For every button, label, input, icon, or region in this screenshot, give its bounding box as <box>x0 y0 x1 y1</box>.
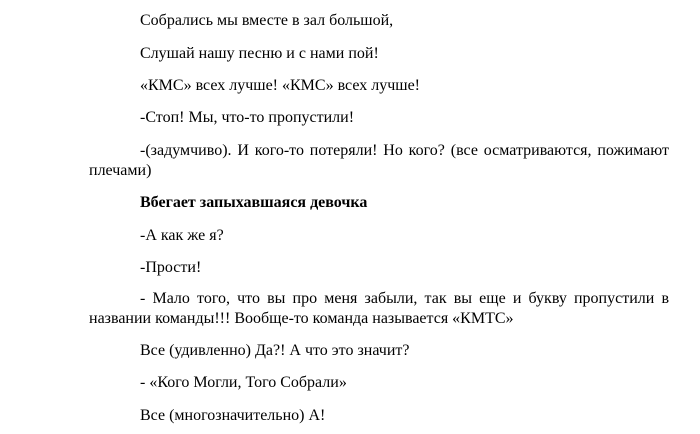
text-line: -Стоп! Мы, что-то пропустили! <box>140 109 355 126</box>
text-line: -Прости! <box>140 259 202 276</box>
text-line: Слушай нашу песню и с нами пой! <box>140 45 379 62</box>
text-paragraph: - Мало того, что вы про меня забыли, так вы еще и букву пропустили в названии команды!!! Вообще-то команда называется «КМТС» <box>89 290 669 327</box>
text-line: - «Кого Могли, Того Собрали» <box>140 374 347 391</box>
text-paragraph: -(задумчиво). И кого-то потеряли! Но кого? (все осматриваются, пожимают плечами) <box>89 142 669 179</box>
text-line: -А как же я? <box>140 227 224 244</box>
stage-direction: Вбегает запыхавшаяся девочка <box>140 194 368 211</box>
text-line: «КМС» всех лучше! «КМС» всех лучше! <box>140 77 420 94</box>
text-line: Все (удивленно) Да?! А что это значит? <box>140 342 410 359</box>
text-line: Собрались мы вместе в зал большой, <box>140 12 394 29</box>
text-line: Все (многозначительно) А! <box>140 407 326 424</box>
